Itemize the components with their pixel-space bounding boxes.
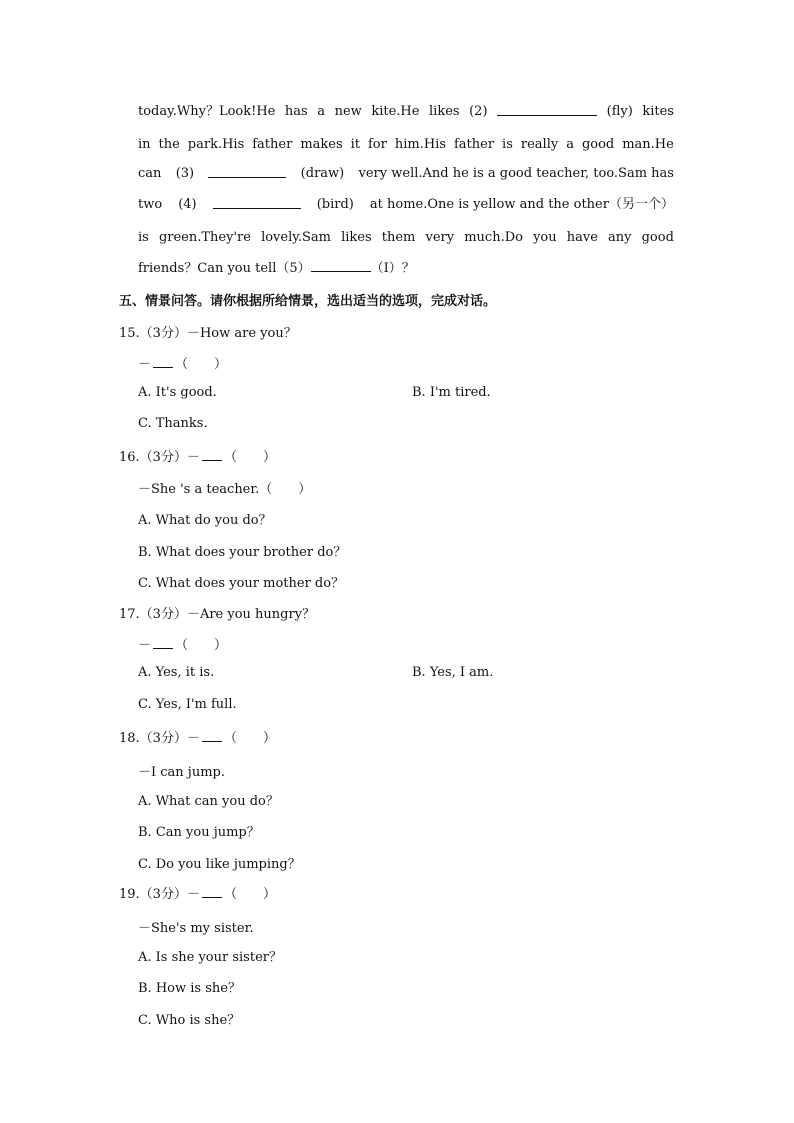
word: two — [138, 197, 163, 212]
option-c[interactable]: C. What does your mother do？ — [138, 576, 345, 591]
question-number: 18.（3分）－ — [119, 731, 200, 746]
word: have — [566, 230, 598, 245]
question-18 — [119, 727, 276, 746]
word: any — [608, 230, 632, 245]
answer-blank-2[interactable] — [497, 102, 597, 116]
blank-number: (4) — [178, 197, 197, 212]
word: has — [284, 104, 308, 119]
passage-line-2 — [138, 135, 674, 155]
word: really — [520, 137, 559, 152]
section-title: 五、情景问答。请你根据所给情景，选出适当的选项，完成对话。 — [119, 294, 497, 309]
option-c[interactable]: C. Who is she？ — [138, 1013, 241, 1028]
choice-paren[interactable]: （ ） — [223, 887, 276, 902]
text: at home.One is yellow and the other（另一个） — [369, 197, 674, 212]
word: makes — [300, 137, 343, 152]
answer-blank-3[interactable] — [208, 164, 286, 178]
word: very — [425, 230, 455, 245]
word: man.He — [622, 137, 674, 152]
hint: (fly) — [606, 104, 633, 119]
word: a — [317, 104, 326, 119]
answer-blank[interactable] — [202, 729, 222, 742]
option-b[interactable]: B. Yes, I am. — [412, 665, 494, 680]
word: likes — [341, 230, 372, 245]
answer-blank-5[interactable] — [311, 258, 371, 272]
word: them — [381, 230, 416, 245]
word: a — [566, 137, 574, 152]
option-c[interactable]: C. Do you like jumping？ — [138, 857, 301, 872]
option-a[interactable]: A. It's good. — [138, 385, 217, 400]
answer-line-15 — [138, 353, 227, 372]
question-19 — [119, 883, 276, 902]
blank-number: (3) — [175, 166, 195, 181]
word: much.Do — [464, 230, 523, 245]
answer-blank[interactable] — [202, 885, 222, 898]
word: today.Why？Look!He — [138, 104, 276, 119]
text: very well.And he is a good teacher, too.Sam has — [358, 166, 674, 181]
dialogue-line: －She 's a teacher.（ ） — [138, 482, 312, 497]
text: friends？Can you tell（5） — [138, 261, 311, 276]
word: father — [453, 137, 495, 152]
hint: （I）？ — [370, 261, 415, 276]
dash: － — [138, 638, 152, 653]
answer-line-17 — [138, 634, 227, 653]
option-a[interactable]: A. Yes, it is. — [138, 665, 215, 680]
word: good — [641, 230, 674, 245]
question-number: 16.（3分）－ — [119, 450, 200, 465]
passage-line-5 — [138, 228, 674, 248]
option-b[interactable]: B. How is she？ — [138, 981, 241, 996]
question-15: 15.（3分）－How are you？ — [119, 326, 297, 341]
answer-blank[interactable] — [153, 355, 173, 368]
dash: － — [138, 357, 152, 372]
word: is — [502, 137, 513, 152]
hint: (bird) — [316, 197, 354, 212]
option-c[interactable]: C. Yes, I'm full. — [138, 697, 237, 712]
choice-paren[interactable]: （ ） — [223, 731, 276, 746]
answer-blank[interactable] — [202, 448, 222, 461]
option-a[interactable]: A. What do you do？ — [138, 513, 272, 528]
word: lovely.Sam — [261, 230, 331, 245]
choice-paren[interactable]: （ ） — [223, 450, 276, 465]
word: him.His — [394, 137, 446, 152]
option-a[interactable]: A. What can you do？ — [138, 794, 279, 809]
word: can — [138, 166, 162, 181]
dialogue-line: －She's my sister. — [138, 921, 254, 936]
option-b[interactable]: B. What does your brother do？ — [138, 545, 347, 560]
blank-number: (2) — [469, 104, 488, 119]
word: for — [368, 137, 387, 152]
word: green.They're — [158, 230, 251, 245]
option-a[interactable]: A. Is she your sister？ — [138, 950, 282, 965]
word: the — [158, 137, 180, 152]
passage-line-6 — [138, 258, 415, 279]
answer-blank-4[interactable] — [213, 195, 301, 209]
word: new — [334, 104, 362, 119]
word: park.His — [187, 137, 245, 152]
word: father — [252, 137, 293, 152]
passage-line-1 — [138, 102, 674, 122]
question-16 — [119, 446, 276, 465]
option-b[interactable]: B. I'm tired. — [412, 385, 491, 400]
option-c[interactable]: C. Thanks. — [138, 416, 208, 431]
choice-paren[interactable]: （ ） — [175, 638, 228, 653]
passage-line-3 — [138, 164, 674, 184]
choice-paren[interactable]: （ ） — [175, 357, 228, 372]
answer-blank[interactable] — [153, 636, 173, 649]
word: is — [138, 230, 149, 245]
word: it — [350, 137, 361, 152]
option-b[interactable]: B. Can you jump？ — [138, 825, 260, 840]
question-17: 17.（3分）－Are you hungry？ — [119, 607, 316, 622]
dialogue-line: －I can jump. — [138, 765, 225, 780]
word: in — [138, 137, 151, 152]
hint: (draw) — [300, 166, 345, 181]
question-number: 19.（3分）－ — [119, 887, 200, 902]
word: kites — [642, 104, 674, 119]
word: good — [581, 137, 615, 152]
word: likes — [429, 104, 460, 119]
word: kite.He — [371, 104, 420, 119]
passage-line-4 — [138, 195, 674, 215]
word: you — [533, 230, 557, 245]
